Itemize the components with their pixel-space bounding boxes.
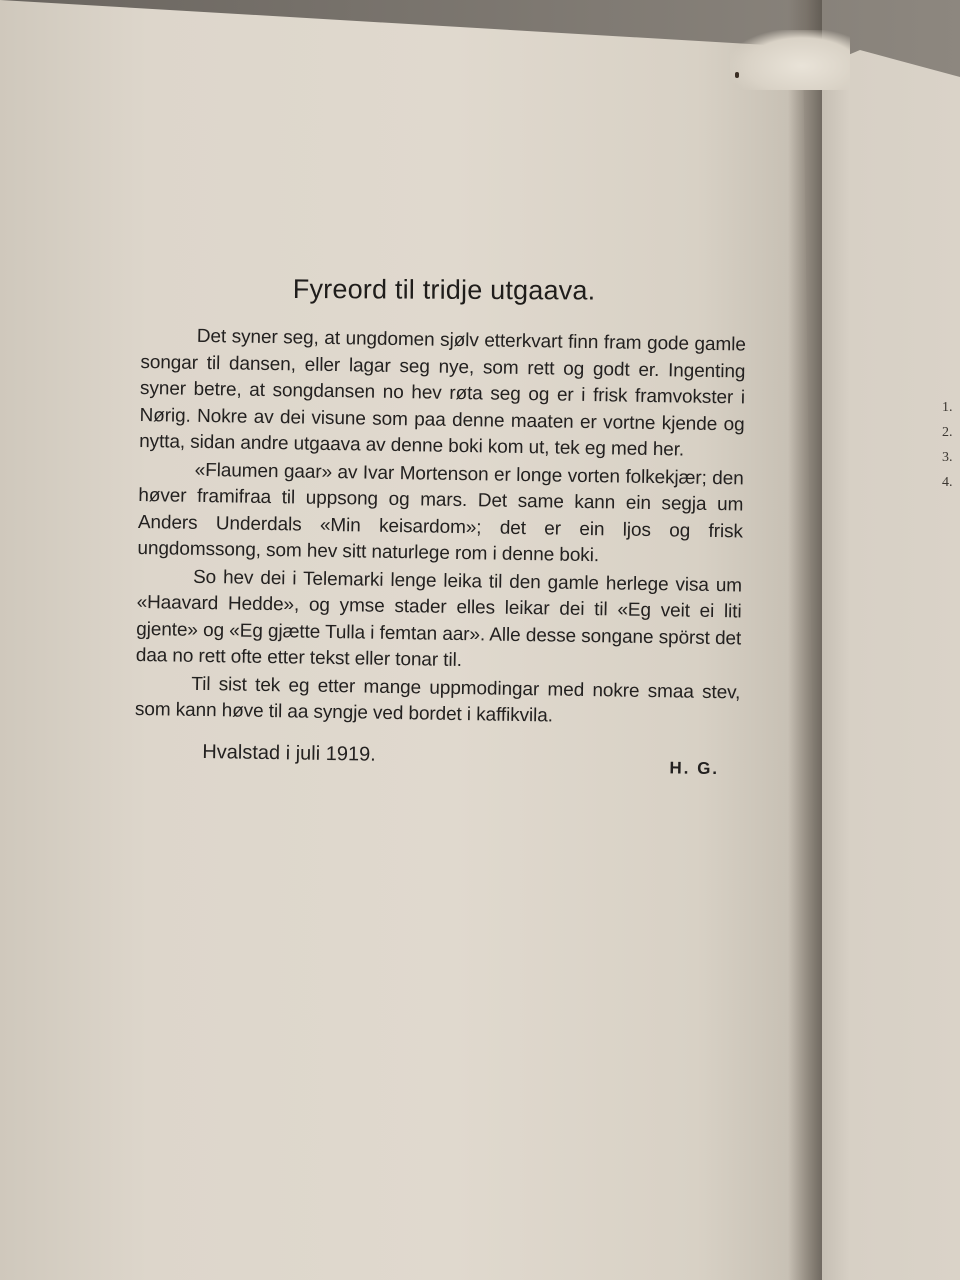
facing-page-numbers (942, 395, 953, 495)
facing-number: 4. (942, 475, 953, 490)
facing-page (800, 50, 960, 1280)
paper-spot (735, 72, 739, 78)
book-gutter (788, 0, 822, 1280)
paragraph-2: «Flaumen gaar» av Ivar Mortenson er longe vorten folkekjær; den høver framifraa til uppsong og mars. Det same kann ein segja um Anders Underdals «Min keisardom»; det er ein ljos og frisk ungdomssong, som hev sitt naturlege rom i denne boki. (137, 459, 744, 567)
paragraph-3: So hev dei i Telemarki lenge leika til den gamle herlege visa um «Haavard Hedde», og ymse stader elles leikar dei til «Eg veit ei liti gjente» og «Eg gjætte Tulla i femtan aar». Alle desse songane spörst det daa no rett ofte etter tekst eller tonar til. (135, 566, 743, 672)
torn-page-edge (730, 30, 850, 90)
paragraph-4: Til sist tek eg etter mange uppmodingar med nokre smaa stev, som kann høve til aa syngje ved bordet i kaffikvila. (134, 673, 741, 727)
place-date: Hvalstad i juli 1919. (202, 740, 376, 766)
paragraph-1: Det syner seg, at ungdomen sjølv etterkvart finn fram gode gamle songar til dansen, eller lagar seg nye, som rett og godt er. Ingenting syner betre, at songdansen no hev røta seg og er i frisk framvokster i Nørig. Nokre av dei visune som paa denne maaten er vortne kjende og nytta, sidan andre utgaava av denne boki kom ut, tek eg med her. (139, 325, 746, 461)
author-initials: H. G. (669, 757, 720, 778)
facing-number: 1. (942, 400, 953, 415)
page-heading: Fyreord til tridje utgaava. (292, 273, 596, 306)
facing-number: 2. (942, 425, 953, 440)
facing-number: 3. (942, 450, 953, 465)
preface-text-block (134, 262, 747, 779)
